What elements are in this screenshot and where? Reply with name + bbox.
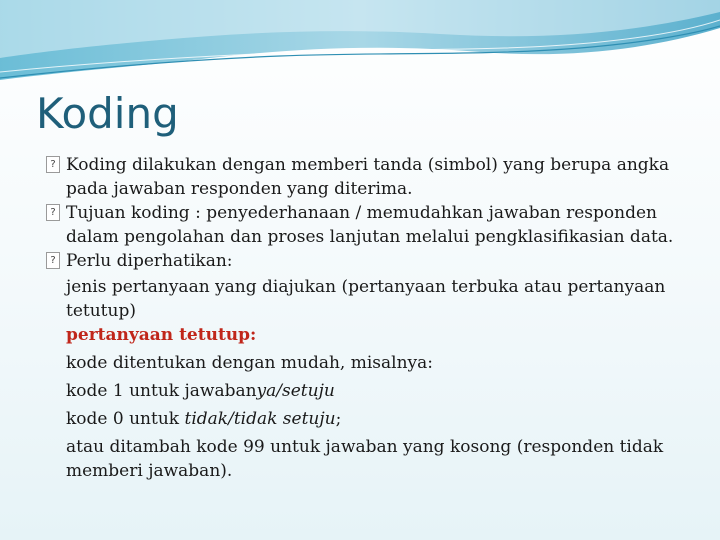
detail-code-intro: kode ditentukan dengan mudah, misalnya:	[66, 353, 433, 373]
code-0-punct: ;	[335, 409, 342, 429]
bullet-text: Perlu diperhatikan:	[66, 251, 233, 271]
bullet-text: Koding dilakukan dengan memberi tanda (simbol) yang berupa angka pada jawaban responden yang diterima.	[66, 155, 670, 199]
bullet-item	[46, 153, 686, 201]
detail-code-99: atau ditambah kode 99 untuk jawaban yang kosong (responden tidak memberi jawaban).	[66, 437, 664, 481]
bullet-item	[46, 249, 686, 273]
detail-code-0	[46, 407, 686, 431]
slide-title: Koding	[36, 89, 179, 138]
code-1-text: kode 1 untuk jawaban	[66, 381, 257, 401]
bullet-marker-icon: ?	[46, 156, 60, 173]
detail-code-1	[46, 379, 686, 403]
header-wave-banner	[0, 0, 720, 100]
code-0-text: kode 0 untuk	[66, 409, 185, 429]
slide-content	[46, 153, 686, 483]
detail-question-type: jenis pertanyaan yang diajukan (pertanyaan terbuka atau pertanyaan tetutup)	[66, 277, 666, 321]
bullet-item	[46, 201, 686, 249]
bullet-text: Tujuan koding : penyederhanaan / memudahkan jawaban responden dalam pengolahan dan proses lanjutan melalui pengklasifikasian data.	[66, 203, 674, 247]
bullet-marker-icon: ?	[46, 252, 60, 269]
code-1-answer: ya/setuju	[256, 381, 335, 401]
code-0-answer: tidak/tidak setuju	[184, 409, 336, 429]
bullet-marker-icon: ?	[46, 204, 60, 221]
detail-closed-question-heading: pertanyaan tetutup:	[66, 325, 257, 345]
